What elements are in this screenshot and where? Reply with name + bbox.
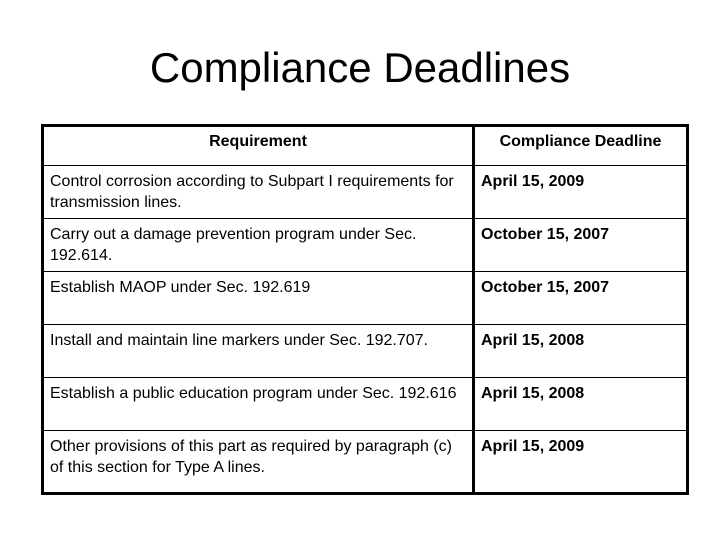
page-title: Compliance Deadlines xyxy=(149,44,571,91)
table-row xyxy=(43,325,688,378)
requirement-cell: Establish a public education program under Sec. 192.616 xyxy=(43,378,474,431)
deadline-cell: October 15, 2007 xyxy=(474,272,688,325)
requirement-cell: Install and maintain line markers under Sec. 192.707. xyxy=(43,325,474,378)
requirement-cell: Carry out a damage prevention program under Sec. 192.614. xyxy=(43,219,474,272)
compliance-table xyxy=(41,124,689,495)
deadline-cell: April 15, 2008 xyxy=(474,325,688,378)
deadline-cell: April 15, 2008 xyxy=(474,378,688,431)
deadline-cell: April 15, 2009 xyxy=(474,166,688,219)
deadline-cell: October 15, 2007 xyxy=(474,219,688,272)
table-row xyxy=(43,219,688,272)
table-row xyxy=(43,166,688,219)
requirement-cell: Establish MAOP under Sec. 192.619 xyxy=(43,272,474,325)
deadline-cell: April 15, 2009 xyxy=(474,431,688,494)
table-row xyxy=(43,378,688,431)
table-row xyxy=(43,272,688,325)
header-deadline: Compliance Deadline xyxy=(474,126,688,166)
table-header-row xyxy=(43,126,688,166)
requirement-cell: Control corrosion according to Subpart I requirements for transmission lines. xyxy=(43,166,474,219)
table-row xyxy=(43,431,688,494)
header-requirement: Requirement xyxy=(43,126,474,166)
requirement-cell: Other provisions of this part as required by paragraph (c) of this section for Type A lines. xyxy=(43,431,474,494)
